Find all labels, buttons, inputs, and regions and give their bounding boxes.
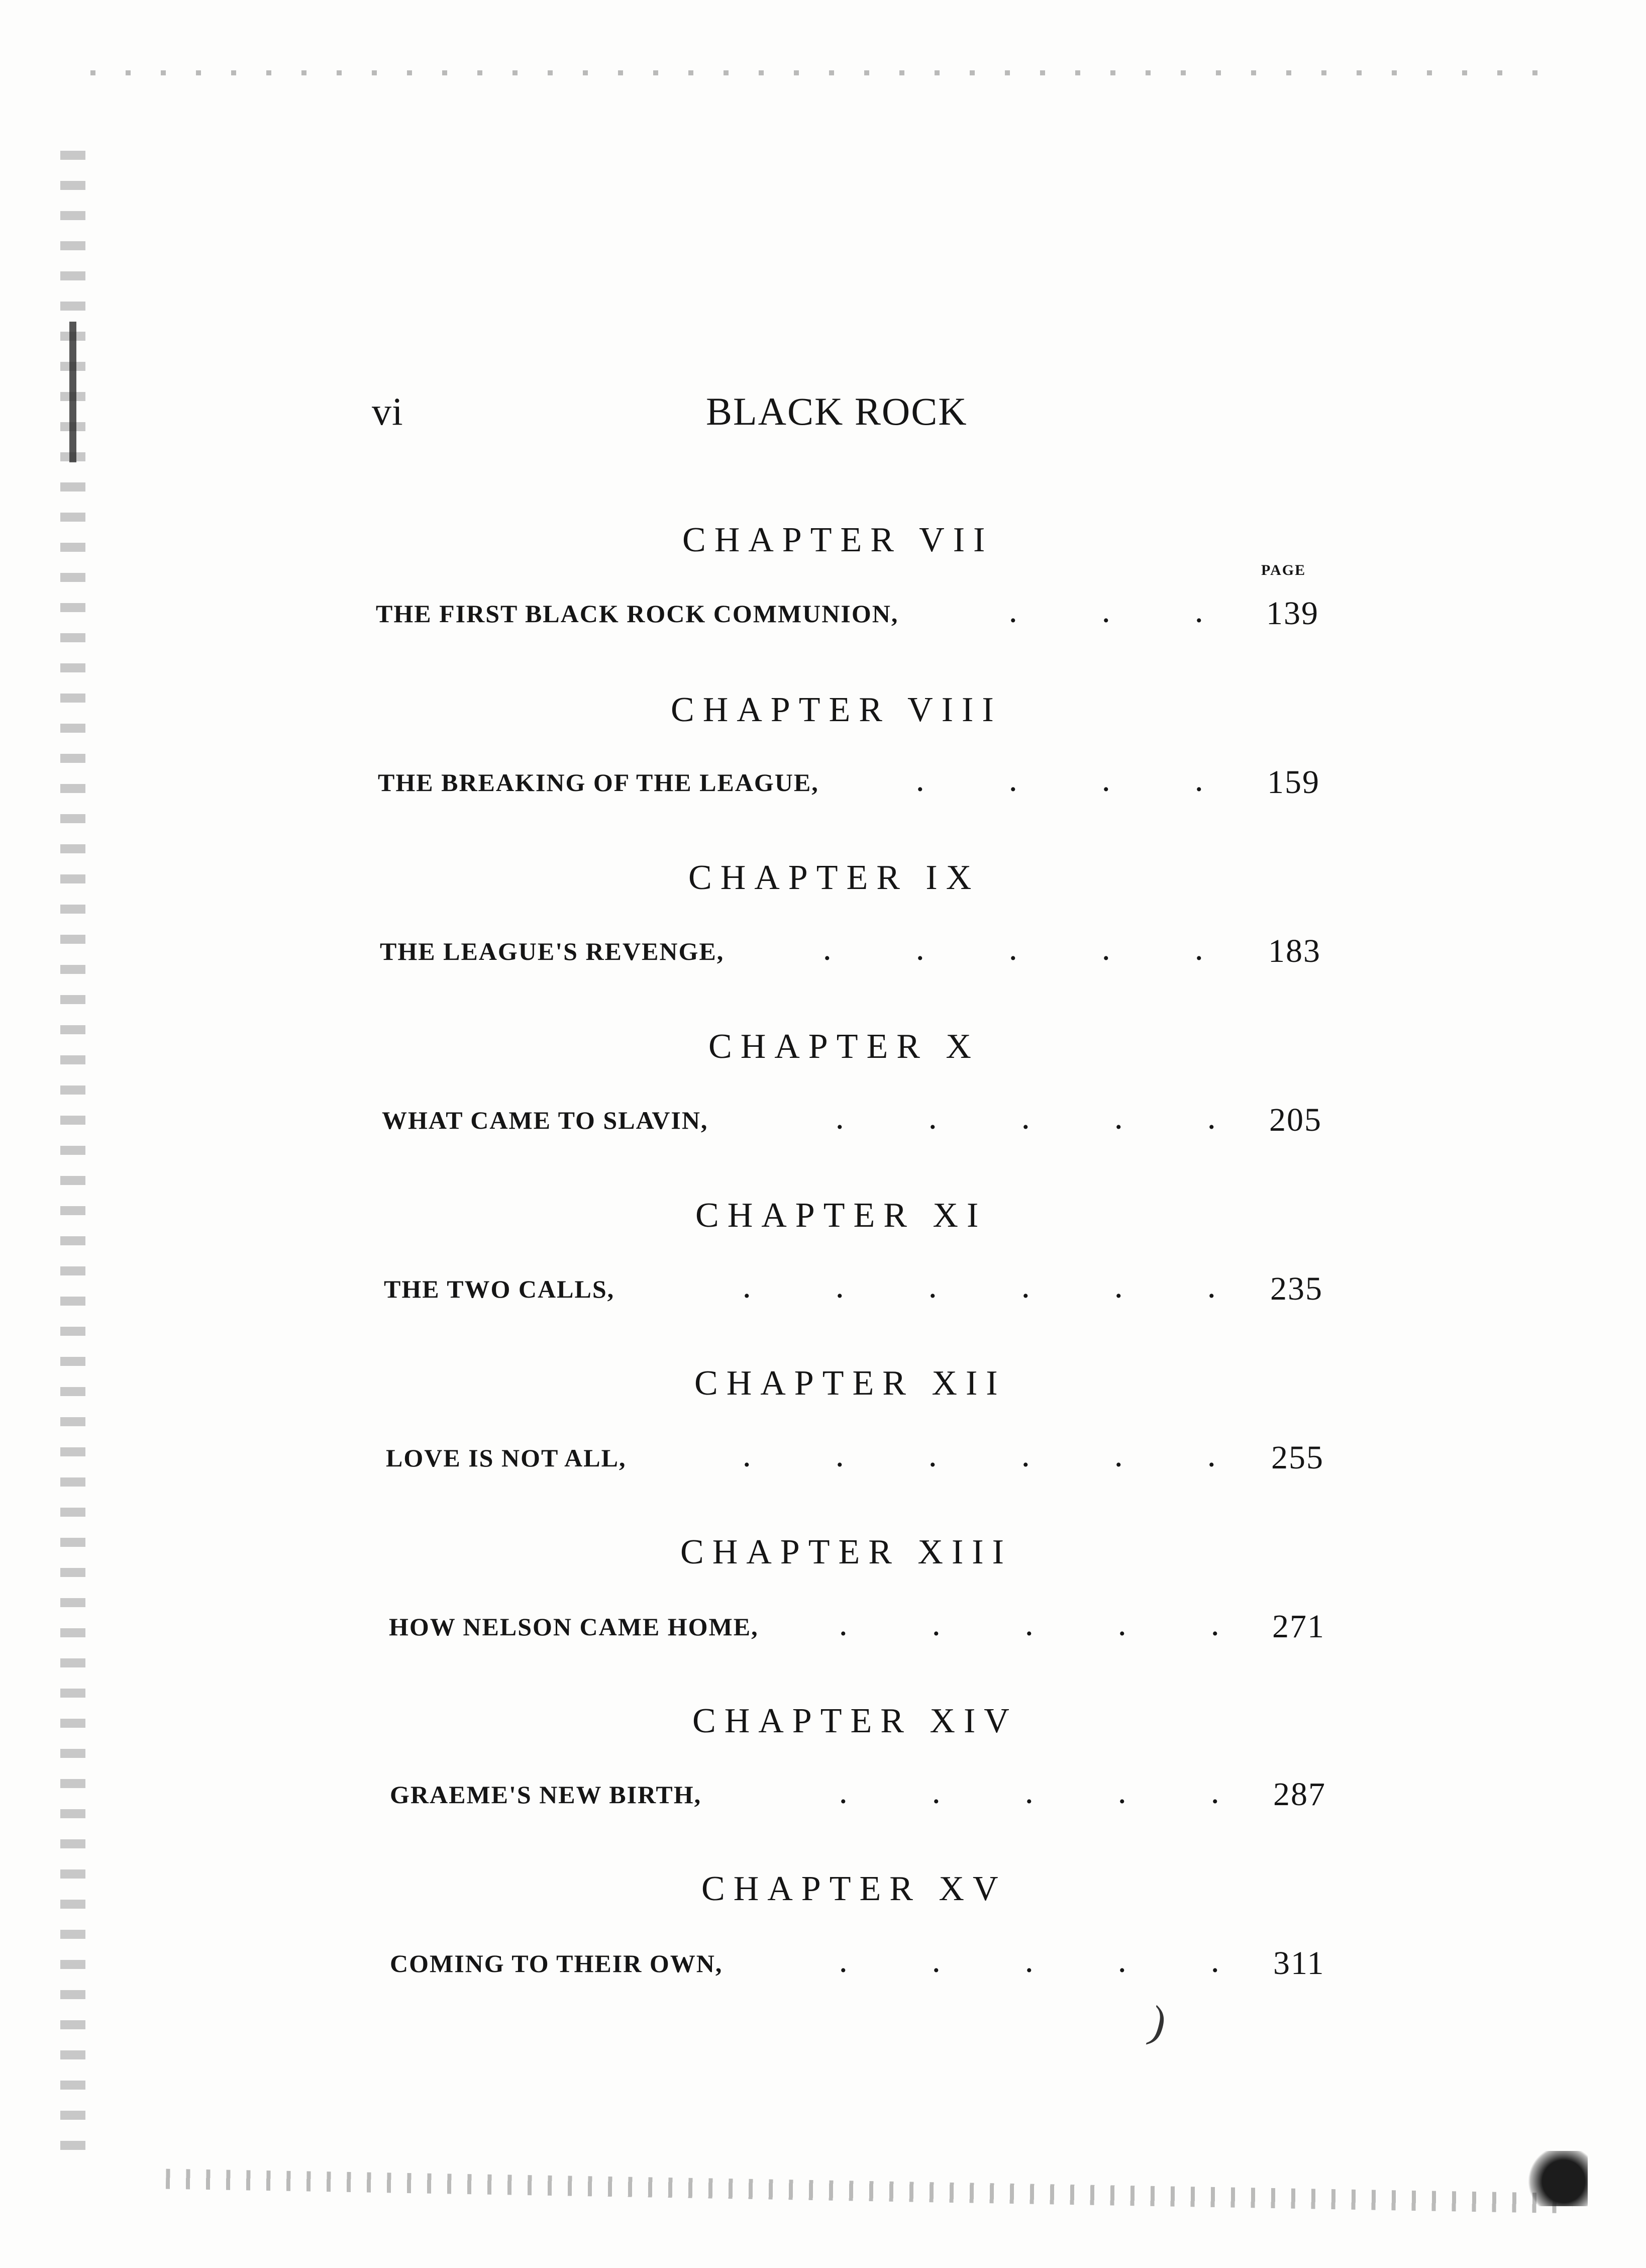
page-number: 205 xyxy=(1269,1102,1322,1138)
page-number: 139 xyxy=(1266,595,1319,632)
page-number: 271 xyxy=(1272,1608,1325,1645)
page-folio: vi xyxy=(372,389,403,433)
dot-leader: . . . . xyxy=(917,768,1202,797)
chapter-heading: CHAPTER XI xyxy=(695,1196,987,1235)
chapter-heading: CHAPTER XIV xyxy=(692,1702,1018,1740)
page-number: 235 xyxy=(1270,1270,1323,1307)
dot-leader: . . . . . xyxy=(837,1106,1215,1134)
chapter-title: THE BREAKING OF THE LEAGUE, xyxy=(378,768,819,797)
dot-leader: . . . . . xyxy=(840,1613,1218,1641)
chapter-title: THE LEAGUE'S REVENGE, xyxy=(380,937,725,965)
dot-leader: . . . . . xyxy=(840,1781,1218,1809)
running-title: BLACK ROCK xyxy=(706,389,968,433)
chapter-heading: CHAPTER VII xyxy=(682,521,994,559)
chapter-heading: CHAPTER X xyxy=(708,1027,980,1066)
page-number: 183 xyxy=(1268,933,1321,969)
ink-blot xyxy=(1527,2151,1588,2206)
scan-edge-mark xyxy=(69,322,76,462)
dot-leader: . . . . . . xyxy=(744,1275,1215,1303)
pencil-mark: ) xyxy=(1144,1996,1172,2049)
page-number: 159 xyxy=(1267,764,1320,801)
scan-edge-bottom xyxy=(166,2169,1573,2214)
chapter-title: LOVE IS NOT ALL, xyxy=(386,1444,627,1472)
page-column-label: PAGE xyxy=(1261,562,1306,578)
chapter-title: COMING TO THEIR OWN, xyxy=(390,1949,723,1978)
chapter-title: WHAT CAME TO SLAVIN, xyxy=(382,1106,708,1134)
chapter-heading: CHAPTER XII xyxy=(694,1364,1006,1403)
page-number: 311 xyxy=(1273,1945,1325,1982)
chapter-heading: CHAPTER XIII xyxy=(680,1533,1012,1571)
chapter-title: GRAEME'S NEW BIRTH, xyxy=(390,1781,702,1809)
scan-edge-top xyxy=(90,70,1548,75)
page-number: 255 xyxy=(1271,1439,1324,1476)
dot-leader: . . . xyxy=(1010,600,1202,628)
chapter-heading: CHAPTER IX xyxy=(688,858,980,897)
chapter-title: HOW NELSON CAME HOME, xyxy=(389,1613,759,1641)
chapter-title: THE TWO CALLS, xyxy=(384,1275,615,1303)
chapter-title: THE FIRST BLACK ROCK COMMUNION, xyxy=(376,600,899,628)
dot-leader: . . . . . . xyxy=(744,1444,1215,1472)
page-number: 287 xyxy=(1273,1776,1326,1813)
dot-leader: . . . . . xyxy=(840,1949,1218,1978)
chapter-heading: CHAPTER VIII xyxy=(671,691,1002,729)
chapter-heading: CHAPTER XV xyxy=(701,1869,1007,1908)
dot-leader: . . . . . xyxy=(824,937,1202,965)
